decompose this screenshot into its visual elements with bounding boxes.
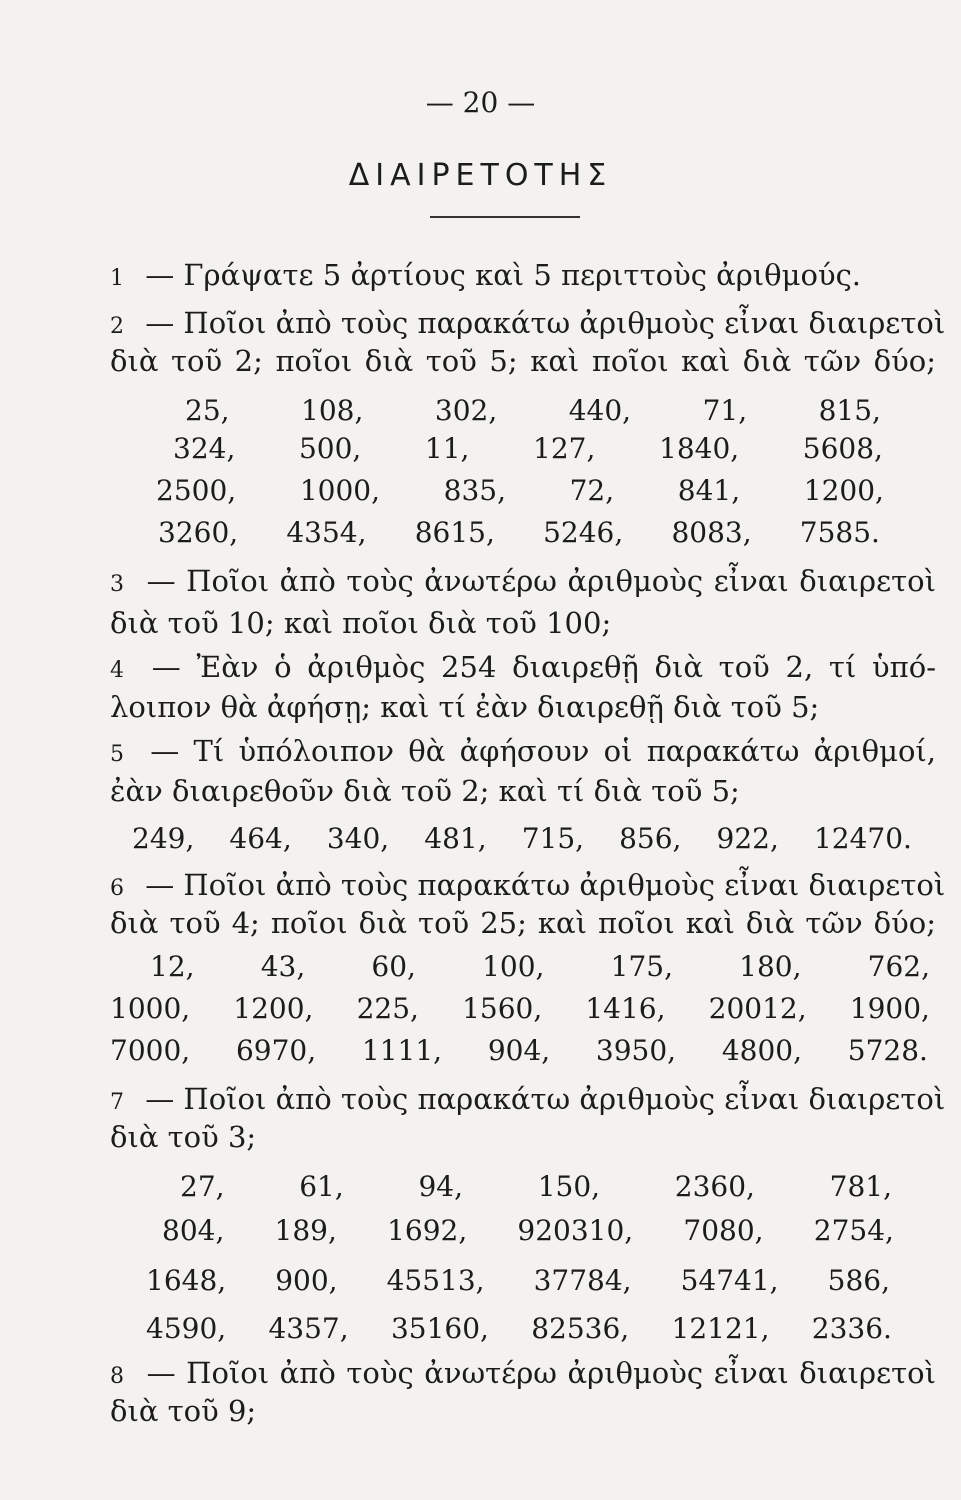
number: 249, bbox=[132, 822, 195, 855]
exercise-2-numbers-row-2 bbox=[173, 432, 883, 466]
exercise-7-numbers-row-3 bbox=[146, 1264, 890, 1298]
exercise-text: — Ποῖοι ἀπὸ τοὺς παρακάτω ἀριθμοὺς εἶναι διαιρετοὶ bbox=[145, 868, 946, 902]
exercise-8-line-2: διὰ τοῦ 9; bbox=[110, 1394, 257, 1428]
exercise-5-numbers-row-1 bbox=[132, 822, 912, 856]
number: 4357, bbox=[268, 1312, 349, 1345]
exercise-3-line-1 bbox=[110, 564, 936, 602]
number: 302, bbox=[434, 394, 498, 427]
number: 61, bbox=[299, 1170, 344, 1203]
exercise-7-numbers-row-2 bbox=[162, 1214, 894, 1248]
number: 1648, bbox=[146, 1264, 227, 1297]
number: 1200, bbox=[233, 992, 314, 1025]
number: 27, bbox=[180, 1170, 225, 1203]
exercise-6-line-1 bbox=[110, 868, 946, 906]
number: 8083, bbox=[671, 516, 752, 549]
number: 12, bbox=[150, 950, 195, 983]
number: 35160, bbox=[390, 1312, 489, 1345]
number: 71, bbox=[702, 394, 748, 427]
number: 54741, bbox=[680, 1264, 779, 1297]
exercise-number: 3 bbox=[110, 572, 124, 597]
number: 1900, bbox=[849, 992, 930, 1025]
number: 12470. bbox=[813, 822, 912, 855]
number: 94, bbox=[418, 1170, 463, 1203]
exercise-2-numbers-row-1 bbox=[185, 394, 881, 428]
exercise-number: 8 bbox=[110, 1364, 124, 1389]
exercise-4-line-1 bbox=[110, 650, 936, 688]
number: 815, bbox=[818, 394, 881, 427]
number: 856, bbox=[619, 822, 682, 855]
number: 5728. bbox=[847, 1034, 928, 1067]
number: 11, bbox=[424, 432, 470, 465]
exercise-7-numbers-row-1 bbox=[180, 1170, 892, 1204]
exercise-2-line-1 bbox=[110, 306, 946, 344]
number: 3260, bbox=[158, 516, 239, 549]
exercise-6-numbers-row-1 bbox=[150, 950, 930, 984]
number: 225, bbox=[356, 992, 419, 1025]
exercise-2-numbers-row-3 bbox=[156, 474, 884, 508]
number: 8615, bbox=[414, 516, 495, 549]
number: 781, bbox=[829, 1170, 892, 1203]
exercise-7-numbers-row-4 bbox=[146, 1312, 892, 1346]
exercise-number: 4 bbox=[110, 658, 124, 683]
exercise-text: — Ποῖοι ἀπὸ τοὺς παρακάτω ἀριθμοὺς εἶναι διαιρετοὶ bbox=[145, 1082, 946, 1116]
exercise-2-line-2: διὰ τοῦ 2; ποῖοι διὰ τοῦ 5; καὶ ποῖοι καὶ διὰ τῶν δύο; bbox=[110, 344, 936, 378]
number: 45513, bbox=[386, 1264, 485, 1297]
number: 127, bbox=[533, 432, 596, 465]
exercise-6-numbers-row-3 bbox=[110, 1034, 928, 1068]
number: 2754, bbox=[813, 1214, 894, 1247]
exercise-7-line-1 bbox=[110, 1082, 946, 1120]
exercise-4-line-2: λοιπον θὰ ἀφήσῃ; καὶ τί ἐὰν διαιρεθῇ διὰ τοῦ 5; bbox=[110, 690, 820, 724]
number: 150, bbox=[537, 1170, 601, 1203]
number: 481, bbox=[424, 822, 487, 855]
number: 1416, bbox=[585, 992, 666, 1025]
number: 1111, bbox=[361, 1034, 443, 1067]
number: 2336. bbox=[811, 1312, 892, 1345]
exercise-number: 1 bbox=[110, 266, 124, 291]
number: 43, bbox=[260, 950, 306, 983]
exercise-text: — Γράψατε 5 ἀρτίους καὶ 5 περιττοὺς ἀριθμούς. bbox=[145, 258, 862, 292]
number: 4590, bbox=[146, 1312, 227, 1345]
number: 6970, bbox=[235, 1034, 317, 1067]
number: 340, bbox=[326, 822, 390, 855]
exercise-5-line-2: ἐὰν διαιρεθοῦν διὰ τοῦ 2; καὶ τί διὰ τοῦ 5; bbox=[110, 774, 740, 808]
number: 586, bbox=[827, 1264, 890, 1297]
exercise-5-line-1 bbox=[110, 734, 936, 772]
number: 175, bbox=[610, 950, 673, 983]
number: 100, bbox=[482, 950, 545, 983]
number: 7000, bbox=[110, 1034, 191, 1067]
exercise-8-line-1 bbox=[110, 1356, 936, 1394]
number: 1840, bbox=[659, 432, 740, 465]
number: 2360, bbox=[674, 1170, 755, 1203]
exercise-number: 6 bbox=[110, 876, 124, 901]
number: 72, bbox=[569, 474, 615, 507]
exercise-3-line-2: διὰ τοῦ 10; καὶ ποῖοι διὰ τοῦ 100; bbox=[110, 606, 612, 640]
number: 12121, bbox=[671, 1312, 770, 1345]
number: 715, bbox=[521, 822, 585, 855]
exercise-text: — Τί ὑπόλοιπον θὰ ἀφήσουν οἱ παρακάτω ἀριθμοί, bbox=[150, 734, 936, 768]
number: 920310, bbox=[517, 1214, 634, 1247]
number: 1200, bbox=[803, 474, 884, 507]
number: 1692, bbox=[387, 1214, 468, 1247]
number: 922, bbox=[716, 822, 779, 855]
number: 4354, bbox=[286, 516, 367, 549]
number: 500, bbox=[298, 432, 362, 465]
number: 5608, bbox=[802, 432, 883, 465]
number: 324, bbox=[173, 432, 236, 465]
number: 1000, bbox=[110, 992, 191, 1025]
number: 25, bbox=[185, 394, 230, 427]
number: 37784, bbox=[533, 1264, 632, 1297]
number: 835, bbox=[443, 474, 506, 507]
number: 180, bbox=[739, 950, 802, 983]
number: 904, bbox=[487, 1034, 551, 1067]
exercise-text: — Ποῖοι ἀπὸ τοὺς ἀνωτέρω ἀριθμοὺς εἶναι διαιρετοὶ bbox=[146, 1356, 936, 1390]
exercise-6-line-2: διὰ τοῦ 4; ποῖοι διὰ τοῦ 25; καὶ ποῖοι καὶ διὰ τῶν δύο; bbox=[110, 906, 936, 940]
number: 4800, bbox=[721, 1034, 803, 1067]
number: 900, bbox=[275, 1264, 338, 1297]
exercise-text: — Ποῖοι ἀπὸ τοὺς παρακάτω ἀριθμοὺς εἶναι διαιρετοὶ bbox=[145, 306, 946, 340]
number: 7585. bbox=[799, 516, 880, 549]
number: 841, bbox=[677, 474, 741, 507]
exercise-1-line-1 bbox=[110, 258, 936, 296]
number: 20012, bbox=[708, 992, 807, 1025]
number: 60, bbox=[371, 950, 416, 983]
number: 2500, bbox=[156, 474, 237, 507]
exercise-text: — Ποῖοι ἀπὸ τοὺς ἀνωτέρω ἀριθμοὺς εἶναι διαιρετοὶ bbox=[146, 564, 936, 598]
number: 464, bbox=[229, 822, 292, 855]
exercise-number: 5 bbox=[110, 742, 124, 767]
number: 7080, bbox=[683, 1214, 764, 1247]
number: 82536, bbox=[531, 1312, 630, 1345]
exercise-text: — Ἐὰν ὁ ἀριθμὸς 254 διαιρεθῇ διὰ τοῦ 2, τί ὑπό- bbox=[151, 650, 936, 684]
exercise-number: 7 bbox=[110, 1090, 124, 1115]
page-number: — 20 — bbox=[425, 86, 536, 119]
number: 108, bbox=[301, 394, 364, 427]
exercise-7-line-2: διὰ τοῦ 3; bbox=[110, 1120, 257, 1154]
section-title: ΔΙΑΙΡΕΤΟΤΗΣ bbox=[348, 158, 613, 193]
number: 1560, bbox=[462, 992, 543, 1025]
number: 1000, bbox=[299, 474, 380, 507]
exercise-6-numbers-row-2 bbox=[110, 992, 930, 1026]
number: 762, bbox=[867, 950, 930, 983]
number: 804, bbox=[162, 1214, 225, 1247]
number: 5246, bbox=[543, 516, 624, 549]
exercise-2-numbers-row-4 bbox=[158, 516, 880, 550]
number: 189, bbox=[274, 1214, 337, 1247]
number: 3950, bbox=[595, 1034, 677, 1067]
title-rule bbox=[430, 216, 580, 218]
exercise-number: 2 bbox=[110, 314, 124, 339]
number: 440, bbox=[568, 394, 632, 427]
